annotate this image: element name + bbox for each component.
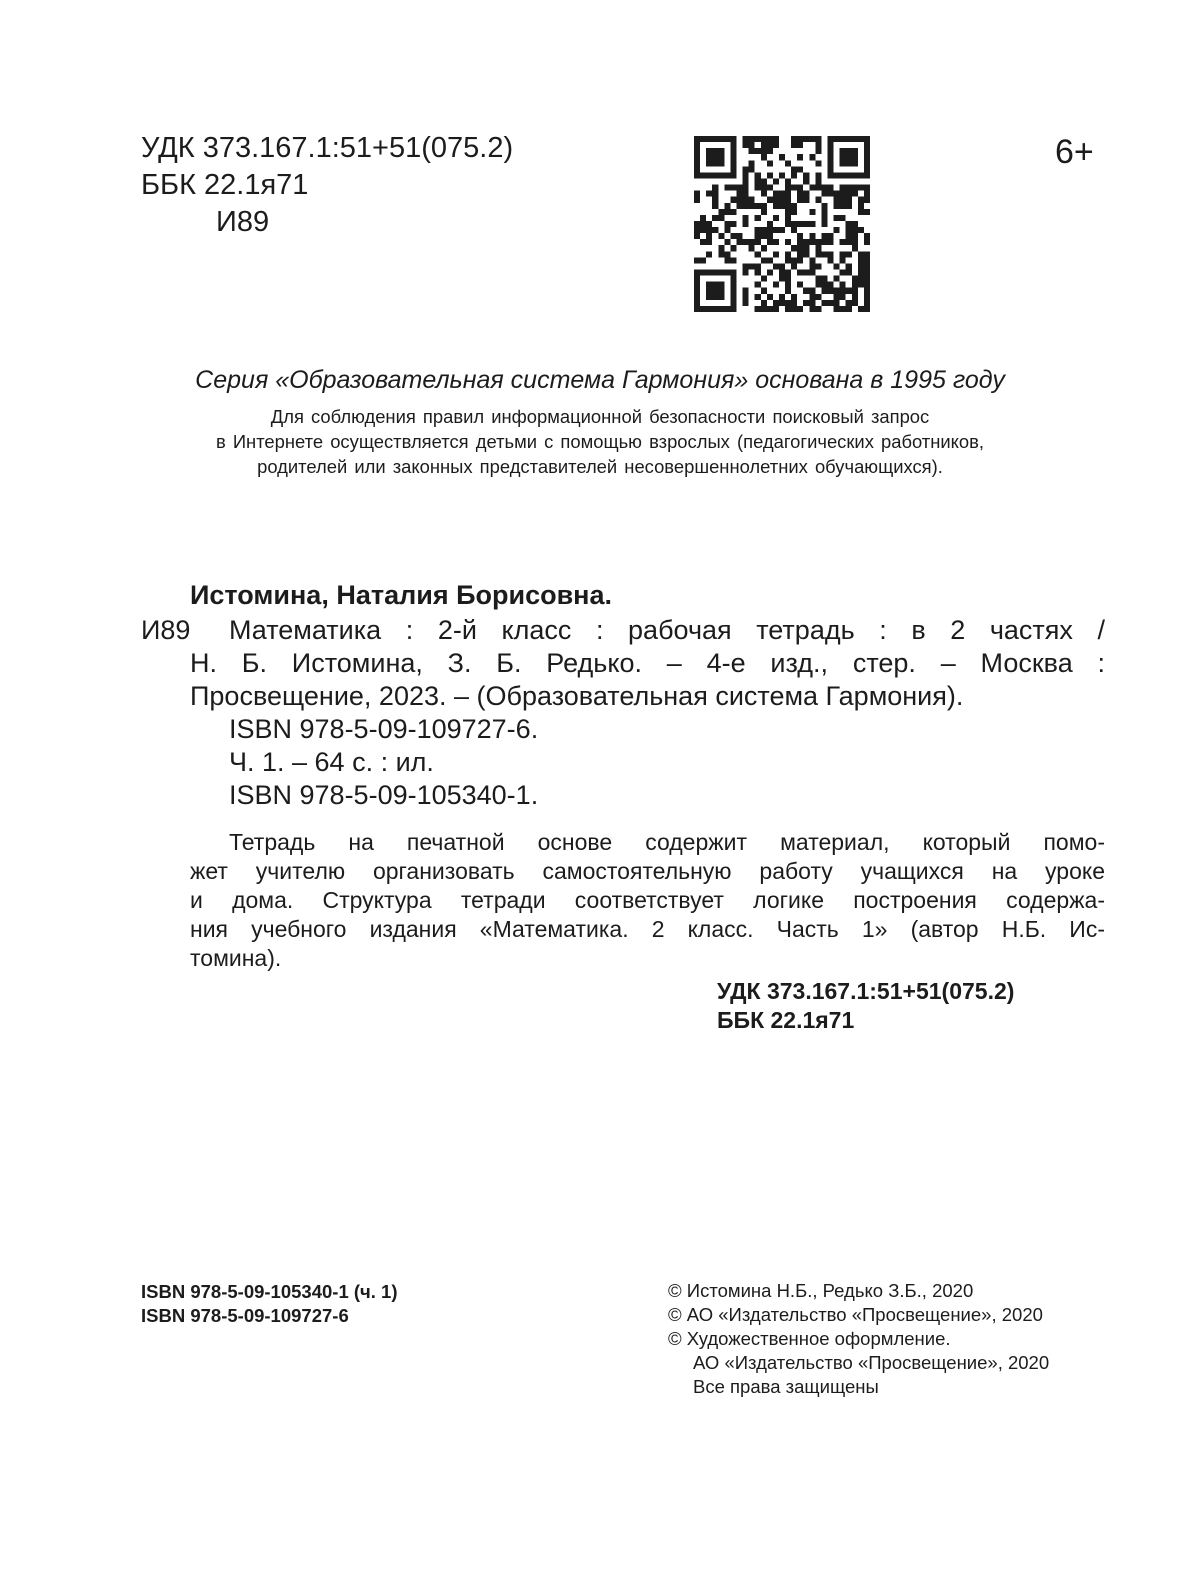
footer-isbn-part: ISBN 978-5-09-105340-1 (ч. 1) — [141, 1281, 398, 1302]
annotation-line-1: Тетрадь на печатной основе содержит материал, который помо- — [229, 829, 1105, 855]
rights-reserved: Все права защищены — [693, 1376, 879, 1397]
bbk-top: ББК 22.1я71 — [141, 169, 309, 201]
copyright-design-publisher: АО «Издательство «Просвещение», 2020 — [693, 1352, 1050, 1373]
qr-code-icon — [694, 136, 870, 312]
copyright-authors: © Истомина Н.Б., Редько З.Б., 2020 — [668, 1280, 974, 1301]
annotation-line-3: и дома. Структура тетради соответствует логике построения содержа- — [190, 887, 1105, 913]
bib-publisher-line: Просвещение, 2023. – (Образовательная система Гармония). — [190, 681, 964, 711]
notice-line-3: родителей или законных представителей несовершеннолетних обучающихся). — [257, 456, 943, 477]
bib-authors-line: Н. Б. Истомина, З. Б. Редько. – 4-е изд., стер. – Москва : — [190, 648, 1105, 678]
annotation-line-4: ния учебного издания «Математика. 2 класс. Часть 1» (автор Н.Б. Ис- — [190, 916, 1105, 942]
udk-bottom: УДК 373.167.1:51+51(075.2) — [717, 978, 1015, 1004]
footer-isbn-full: ISBN 978-5-09-109727-6 — [141, 1305, 349, 1326]
age-rating: 6+ — [1055, 133, 1094, 171]
udk-top: УДК 373.167.1:51+51(075.2) — [141, 132, 514, 164]
series-line: Серия «Образовательная система Гармония» основана в 1995 году — [195, 366, 1005, 394]
bbk-bottom: ББК 22.1я71 — [717, 1007, 855, 1033]
bib-code: И89 — [141, 615, 191, 645]
author-code-top: И89 — [216, 206, 270, 238]
bib-part: Ч. 1. – 64 с. : ил. — [229, 747, 434, 777]
bib-author: Истомина, Наталия Борисовна. — [190, 580, 613, 610]
copyright-publisher: © АО «Издательство «Просвещение», 2020 — [668, 1304, 1043, 1325]
annotation-line-2: жет учителю организовать самостоятельную работу учащихся на уроке — [190, 858, 1105, 884]
bib-title-line: Математика : 2-й класс : рабочая тетрадь : в 2 частях / — [229, 615, 1105, 645]
copyright-design: © Художественное оформление. — [668, 1328, 951, 1349]
bib-isbn-full: ISBN 978-5-09-109727-6. — [229, 714, 539, 744]
bib-isbn-part: ISBN 978-5-09-105340-1. — [229, 780, 539, 810]
notice-line-1: Для соблюдения правил информационной безопасности поисковый запрос — [270, 406, 930, 427]
annotation-line-5: томина). — [190, 945, 282, 971]
notice-line-2: в Интернете осуществляется детьми с помощью взрослых (педагогических работников, — [215, 431, 985, 452]
